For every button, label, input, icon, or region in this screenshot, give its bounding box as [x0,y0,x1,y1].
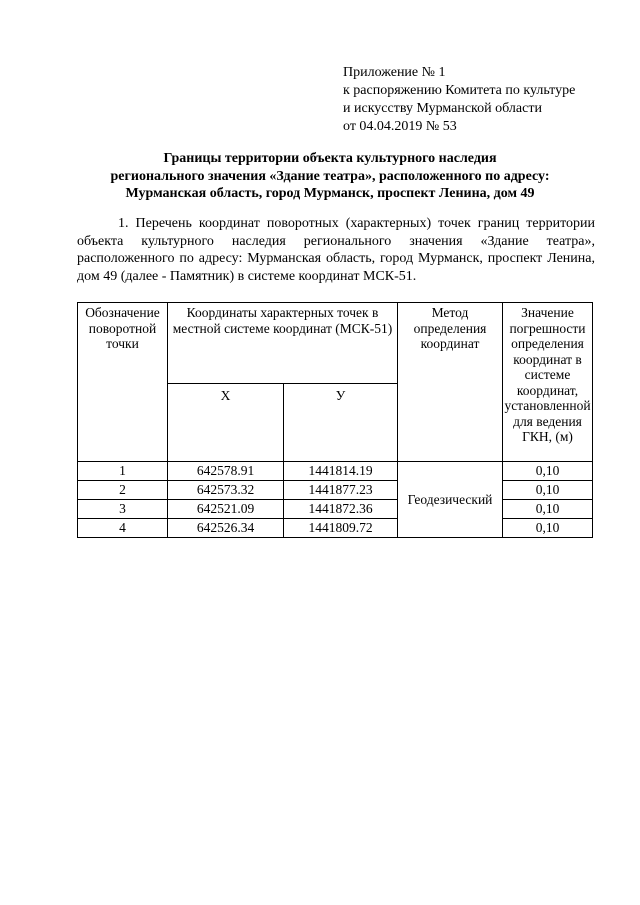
cell-x: 642526.34 [168,519,284,538]
cell-error: 0,10 [503,462,593,481]
cell-y: 1441877.23 [284,481,398,500]
appendix-line: и искусству Мурманской области [343,101,542,116]
cell-point: 2 [78,481,168,500]
title-line: Мурманская область, город Мурманск, проспект Ленина, дом 49 [125,186,535,201]
table-row [78,462,593,481]
intro-paragraph: 1. Перечень координат поворотных (характерных) точек границ территории объекта культурного наследия регионального значения «Здание театра», расположенного по адресу: Мурманская область, город Мурманск, проспект Ленина, дом 49 (далее - Памятник) в системе координат МСК-51. [77,216,595,284]
cell-x: 642573.32 [168,481,284,500]
appendix-line: к распоряжению Комитета по культуре [343,83,576,98]
cell-method: Геодезический [398,462,503,538]
cell-y: 1441809.72 [284,519,398,538]
appendix-line: от 04.04.2019 № 53 [343,119,457,134]
document-title [70,150,590,203]
cell-y: 1441814.19 [284,462,398,481]
cell-x: 642521.09 [168,500,284,519]
header-method: Метод определения координат [398,303,503,462]
header-error: Значение погрешности определения координат в системе координат, установленной для ведения ГКН, (м) [503,303,593,462]
cell-x: 642578.91 [168,462,284,481]
header-coordinates: Координаты характерных точек в местной системе координат (МСК-51) [168,303,398,384]
cell-point: 4 [78,519,168,538]
cell-error: 0,10 [503,500,593,519]
header-y: У [284,384,398,462]
cell-point: 1 [78,462,168,481]
appendix-block [343,64,575,136]
coordinates-table [77,302,593,538]
title-line: Границы территории объекта культурного наследия [163,151,497,166]
title-line: регионального значения «Здание театра», расположенного по адресу: [110,168,550,184]
cell-error: 0,10 [503,481,593,500]
table-row [78,481,593,500]
table-row [78,519,593,538]
cell-error: 0,10 [503,519,593,538]
cell-point: 3 [78,500,168,519]
appendix-line: Приложение № 1 [343,65,446,80]
header-point: Обозначение поворотной точки [78,303,168,462]
table-row [78,500,593,519]
cell-y: 1441872.36 [284,500,398,519]
header-x: Х [168,384,284,462]
